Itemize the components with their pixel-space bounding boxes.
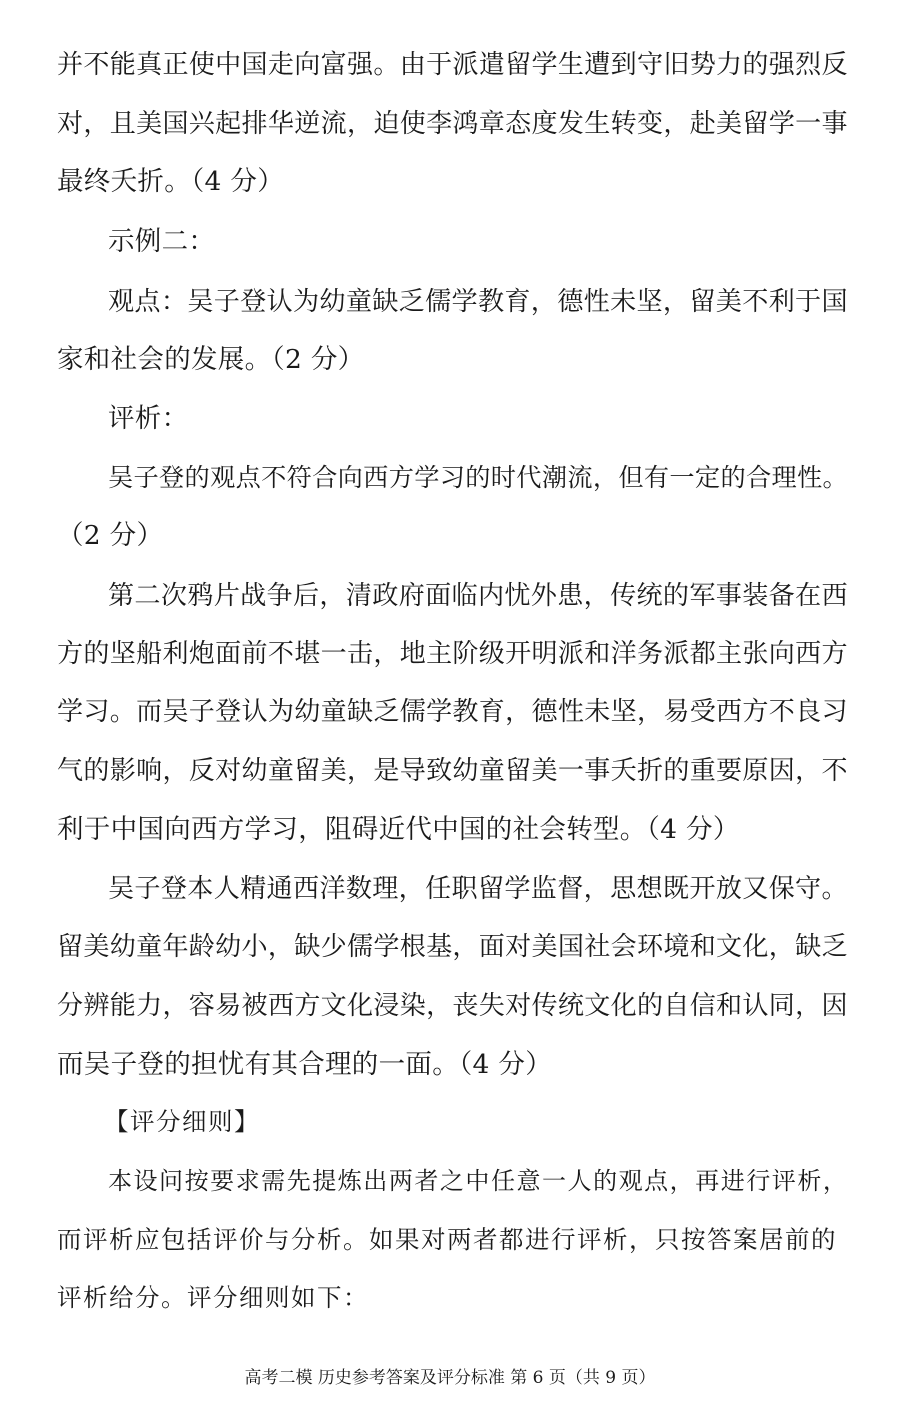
text-line: 而吴子登的担忧有其合理的一面。（4 分）	[57, 1049, 553, 1080]
text-line: 评析给分。评分细则如下：	[57, 1283, 369, 1312]
text-line: 而评析应包括评价与分析。如果对两者都进行评析，只按答案居前的	[57, 1225, 837, 1254]
text-line: 家和社会的发展。（2 分）	[57, 344, 365, 375]
example-heading: 示例二：	[108, 226, 216, 257]
text-line: 留美幼童年龄幼小，缺少儒学根基，面对美国社会环境和文化，缺乏	[57, 932, 848, 962]
text-line: 并不能真正使中国走向富强。由于派遣留学生遭到守旧势力的强烈反	[57, 50, 848, 80]
text-line: 气的影响，反对幼童留美，是导致幼童留美一事夭折的重要原因，不	[57, 756, 848, 786]
text-line: 分辨能力，容易被西方文化浸染，丧失对传统文化的自信和认同，因	[57, 991, 848, 1021]
text-line: （2 分）	[57, 520, 164, 551]
text-line: 观点：吴子登认为幼童缺乏儒学教育，德性未坚，留美不利于国	[108, 287, 848, 317]
text-line: 方的坚船利炮面前不堪一击，地主阶级开明派和洋务派都主张向西方	[57, 639, 848, 669]
text-line: 利于中国向西方学习，阻碍近代中国的社会转型。（4 分）	[57, 814, 740, 845]
text-line: 对，且美国兴起排华逆流，迫使李鸿章态度发生转变，赴美留学一事	[57, 109, 848, 139]
page-footer: 高考二模 历史参考答案及评分标准 第 6 页（共 9 页）	[244, 1368, 656, 1388]
rubric-heading: 【评分细则】	[104, 1107, 260, 1136]
text-line: 吴子登本人精通西洋数理，任职留学监督，思想既开放又保守。	[108, 874, 848, 904]
text-line: 吴子登的观点不符合向西方学习的时代潮流，但有一定的合理性。	[108, 463, 849, 492]
text-line: 本设问按要求需先提炼出两者之中任意一人的观点，再进行评析，	[108, 1167, 849, 1195]
text-line: 最终夭折。（4 分）	[57, 166, 285, 197]
text-line: 学习。而吴子登认为幼童缺乏儒学教育，德性未坚，易受西方不良习	[57, 697, 848, 727]
analysis-heading: 评析：	[108, 403, 189, 434]
text-line: 第二次鸦片战争后，清政府面临内忧外患，传统的军事装备在西	[108, 581, 848, 611]
